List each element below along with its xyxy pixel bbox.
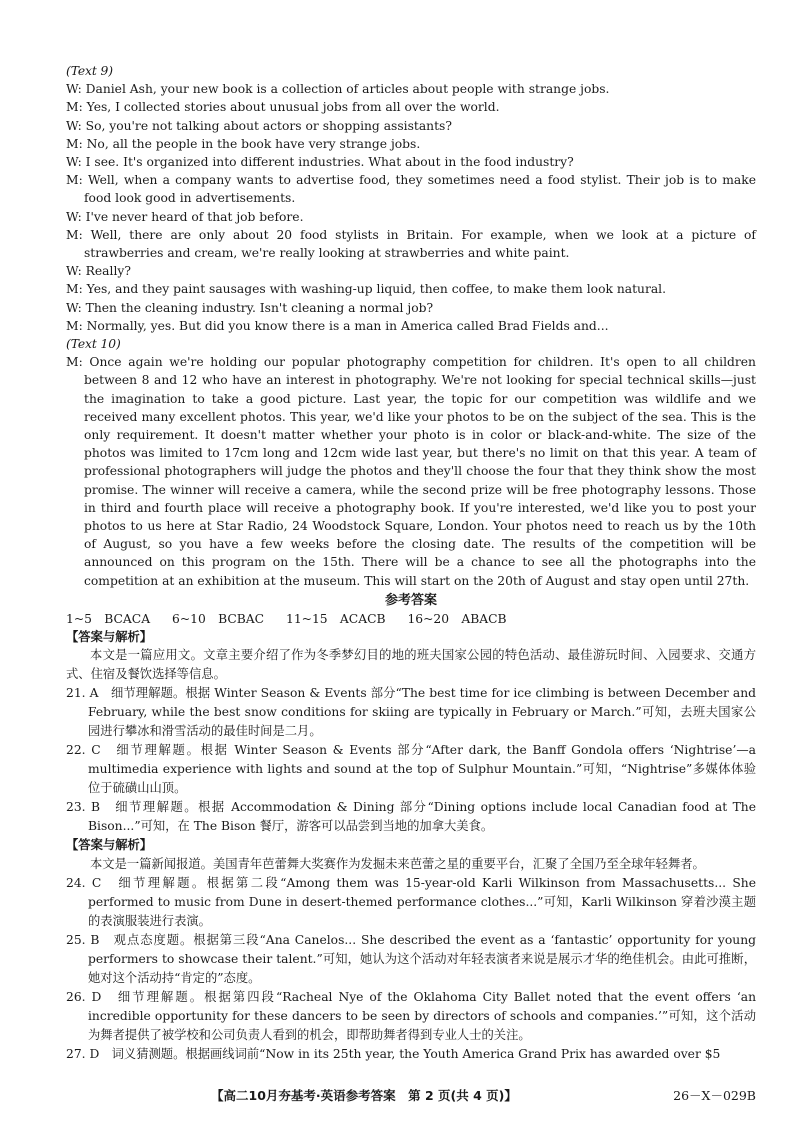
dialogue-text: I've never heard of that job before. [85,209,304,224]
question-21-explanation: 21. A 细节理解题。根据 Winter Season & Events 部分“The best time for ice climbing is between December and February, while the best snow conditions for skiing are typically in February or March.”可知，去班夫国家公园进行攀冰和滑雪活动的最佳时间是二月。 [66,686,756,739]
dialogue-line [66,226,756,262]
text10-speaker: M: [66,355,83,370]
answer-group: 6~10 BCBAC [172,611,265,626]
dialogue-text: Well, there are only about 20 food stylists in Britain. For example, when we look at a picture of strawberries and cream, we're really looking at strawberries and white paint. [84,227,756,261]
dialogue-line [66,171,756,207]
dialogue-speaker: M: [66,318,83,333]
answer-group: 11~15 ACACB [286,611,386,626]
footer-title: 【高二10月夯基考·英语参考答案 第 2 页(共 4 页)】 [211,1088,517,1103]
analysis-heading: 【答案与解析】 [66,838,153,853]
text9-label: (Text 9) [66,64,113,78]
dialogue-speaker: W: [66,209,82,224]
question-22-explanation: 22. C 细节理解题。根据 Winter Season & Events 部分“After dark, the Banff Gondola offers ‘Nightrise’—a multimedia experience with lights and sound at the top of Sulphur Mountain.”可知，“Nightrise”多媒体体验位于硫磺山山顶。 [66,743,756,796]
dialogue-line [66,262,756,280]
dialogue-speaker: W: [66,300,82,315]
dialogue-speaker: M: [66,136,83,151]
dialogue-text: Then the cleaning industry. Isn't cleaning a normal job? [85,300,434,315]
answer-title: 参考答案 [384,592,437,608]
dialogue-line [66,98,756,116]
dialogue-text: Well, when a company wants to advertise food, they sometimes need a food stylist. Their job is to make food look good in advertisements. [84,173,756,206]
dialogue-line [66,299,756,317]
analysis-intro: 本文是一篇新闻报道。美国青年芭蕾舞大奖赛作为发掘未来芭蕾之星的重要平台，汇聚了全国乃至全球年轻舞者。 [90,856,705,871]
dialogue-line [66,135,756,153]
dialogue-line [66,153,756,171]
dialogue-line [66,317,756,335]
text10-label: (Text 10) [66,337,121,352]
dialogue-text: Yes, and they paint sausages with washing-up liquid, then coffee, to make them look natural. [86,282,667,297]
dialogue-speaker: M: [66,282,83,297]
text9-dialogue [66,80,756,335]
dialogue-speaker: W: [66,82,82,97]
text10-body: Once again we're holding our popular photography competition for children. It's open to all children between 8 and 12 who have an interest in photography. We're not looking for special technical skills—just the imagination to take a good picture. Last year, the topic for our competition was wildlife and we received many excellent photos. This year, we'd like your photos to be on the subject of the sea. This is the only requirement. It doesn't matter whether your photo is in color or black-and-white. The size of the photos was limited to 17cm long and 12cm wide last year, but there's no limit on that this year. A team of professional photographers will judge the photos and they'll choose the four that they think show the most promise. The winner will receive a camera, while the second prize will be free photography lessons. Those in third and fourth place will receive a photography book. If you're interested, we'd like you to post your photos to us here at Star Radio, 24 Woodstock Square, London. Your photos need to reach us by the 10th of August, so you have a few weeks before the closing date. The results of the competition will be announced on this program on the 15th. There will be a chance to see all the photographs into the competition at an exhibition at the museum. This will start on the 20th of August and stay open until 27th. [84,355,756,588]
dialogue-line [66,117,756,135]
analysis-heading: 【答案与解析】 [66,630,153,645]
dialogue-speaker: M: [66,173,83,188]
analysis-intro: 本文是一篇应用文。文章主要介绍了作为冬季梦幻目的地的班夫国家公园的特色活动、最佳游玩时间、入园要求、交通方式、住宿及餐饮选择等信息。 [66,648,756,682]
question-23-explanation: 23. B 细节理解题。根据 Accommodation & Dining 部分“Dining options include local Canadian food at The Bison...”可知，在 The Bison 餐厅，游客可以品尝到当地的加拿大美食。 [66,800,756,834]
dialogue-speaker: W: [66,118,82,133]
dialogue-text: No, all the people in the book have very strange jobs. [86,136,421,151]
dialogue-line [66,80,756,98]
question-26-explanation: 26. D 细节理解题。根据第四段“Racheal Nye of the Oklahoma City Ballet noted that the event offers ‘an incredible opportunity for these dancers to be seen by directors of schools and companies.’”可知，这个活动为舞者提供了被学校和公司负责人看到的机会，即帮助舞者得到专业人士的关注。 [66,989,756,1042]
question-24-explanation: 24. C 细节理解题。根据第二段“Among them was 15-year-old Karli Wilkinson from Massachusetts... She performed to music from Dune in desert-themed performance clothes...”可知，Karli Wilkinson 穿着沙漠主题的表演服装进行表演。 [66,875,756,928]
dialogue-line [66,280,756,298]
dialogue-speaker: W: [66,155,82,170]
dialogue-speaker: M: [66,100,83,115]
answer-group: 1~5 BCACA [66,611,151,626]
dialogue-text: I see. It's organized into different industries. What about in the food industry? [85,155,574,170]
dialogue-text: Daniel Ash, your new book is a collection of articles about people with strange jobs. [85,82,610,97]
dialogue-text: Normally, yes. But did you know there is a man in America called Brad Fields and... [86,318,609,333]
dialogue-text: Really? [85,264,131,279]
question-25-explanation: 25. B 观点态度题。根据第三段“Ana Canelos... She described the event as a ‘fantastic’ opportunity for young performers to showcase their talent.”可知，她认为这个活动对年轻表演者来说是展示才华的绝佳机会。由此可推断，她对这个活动持“肯定的”态度。 [66,932,756,985]
footer-code: 26－X－029B [673,1088,756,1103]
answer-group: 16~20 ABACB [407,611,507,626]
dialogue-speaker: W: [66,264,82,279]
question-27-explanation: 27. D 词义猜测题。根据画线词前“Now in its 25th year, the Youth America Grand Prix has awarded over $5 [66,1046,721,1061]
text10-monologue [66,353,756,590]
dialogue-text: So, you're not talking about actors or shopping assistants? [85,118,452,133]
dialogue-line [66,208,756,226]
dialogue-speaker: M: [66,227,83,242]
answer-key [66,610,756,628]
dialogue-text: Yes, I collected stories about unusual jobs from all over the world. [86,100,500,115]
